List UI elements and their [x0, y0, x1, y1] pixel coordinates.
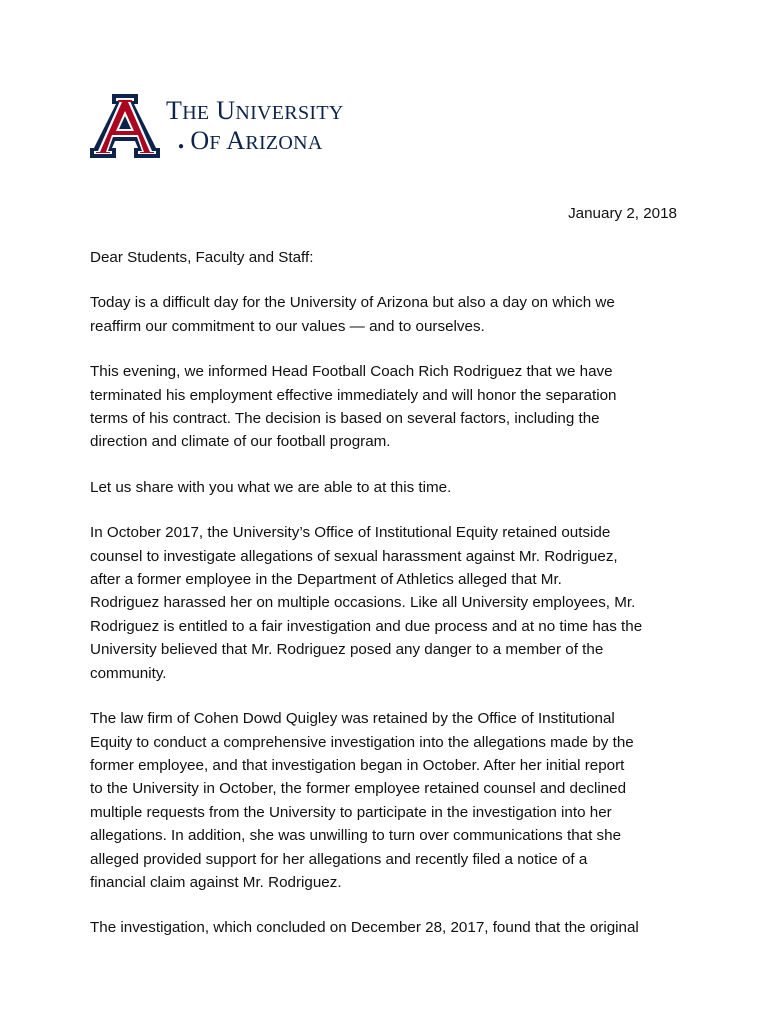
- university-logo: [90, 92, 380, 162]
- paragraph-line: community.: [90, 664, 167, 682]
- paragraph-line: Today is a difficult day for the University of Arizona but also a day on which we: [90, 294, 615, 312]
- paragraph-line: In October 2017, the University’s Office of Institutional Equity retained outside: [90, 524, 611, 542]
- paragraph: [90, 291, 690, 338]
- letter-date: January 2, 2018: [568, 205, 677, 222]
- paragraph: [90, 360, 690, 454]
- logo-line1-small1: HE: [182, 102, 210, 124]
- paragraph: [90, 707, 690, 894]
- paragraph-line: Rodriguez is entitled to a fair investigation and due process and at no time has the: [90, 617, 643, 635]
- paragraph: [90, 916, 690, 939]
- paragraph-line: direction and climate of our football program.: [90, 433, 391, 451]
- paragraph: [90, 521, 690, 685]
- paragraph-line: Rodriguez harassed her on multiple occasions. Like all University employees, Mr.: [90, 594, 636, 612]
- paragraph-line: The investigation, which concluded on December 28, 2017, found that the original: [90, 919, 639, 937]
- logo-line2-small2: RIZONA: [245, 132, 323, 154]
- paragraph-line: Equity to conduct a comprehensive investigation into the allegations made by the: [90, 733, 634, 751]
- paragraph-line: alleged provided support for her allegations and recently filed a notice of a: [90, 850, 588, 868]
- paragraph-line: multiple requests from the University to participate in the investigation into her: [90, 803, 612, 821]
- logo-line-2: [178, 128, 323, 154]
- paragraph-line: after a former employee in the Department of Athletics alleged that Mr.: [90, 571, 562, 589]
- logo-line2-mid: A: [220, 126, 246, 155]
- paragraphs: [90, 291, 690, 939]
- paragraph-line: Let us share with you what we are able to at this time.: [90, 478, 452, 496]
- paragraph-line: University believed that Mr. Rodriguez posed any danger to a member of the: [90, 641, 604, 659]
- paragraph-line: reaffirm our commitment to our values — and to ourselves.: [90, 317, 485, 335]
- paragraph-line: former employee, and that investigation began in October. After her initial report: [90, 756, 625, 774]
- logo-line2-small1: F: [209, 132, 221, 154]
- logo-line1-prefix: T: [166, 96, 183, 125]
- block-a-logo-icon: [90, 92, 160, 160]
- paragraph-line: terminated his employment effective immediately and will honor the separation: [90, 386, 617, 404]
- paragraph-line: to the University in October, the former employee retained counsel and declined: [90, 780, 627, 798]
- paragraph-line: terms of his contract. The decision is based on several factors, including the: [90, 410, 600, 428]
- salutation: Dear Students, Faculty and Staff:: [90, 249, 314, 266]
- paragraph: [90, 476, 690, 499]
- logo-dot-icon: ●: [178, 141, 185, 152]
- paragraph-line: The law firm of Cohen Dowd Quigley was retained by the Office of Institutional: [90, 710, 615, 728]
- logo-line1-mid: U: [209, 96, 236, 125]
- paragraph-line: counsel to investigate allegations of sexual harassment against Mr. Rodriguez,: [90, 547, 618, 565]
- paragraph-line: This evening, we informed Head Football Coach Rich Rodriguez that we have: [90, 363, 613, 381]
- letter-body: [90, 246, 690, 962]
- paragraph-line: allegations. In addition, she was unwilling to turn over communications that she: [90, 827, 622, 845]
- paragraph-line: financial claim against Mr. Rodriguez.: [90, 873, 342, 891]
- logo-line-1: [166, 98, 344, 124]
- logo-line2-prefix: O: [190, 126, 210, 155]
- logo-line1-small2: NIVERSITY: [235, 102, 344, 124]
